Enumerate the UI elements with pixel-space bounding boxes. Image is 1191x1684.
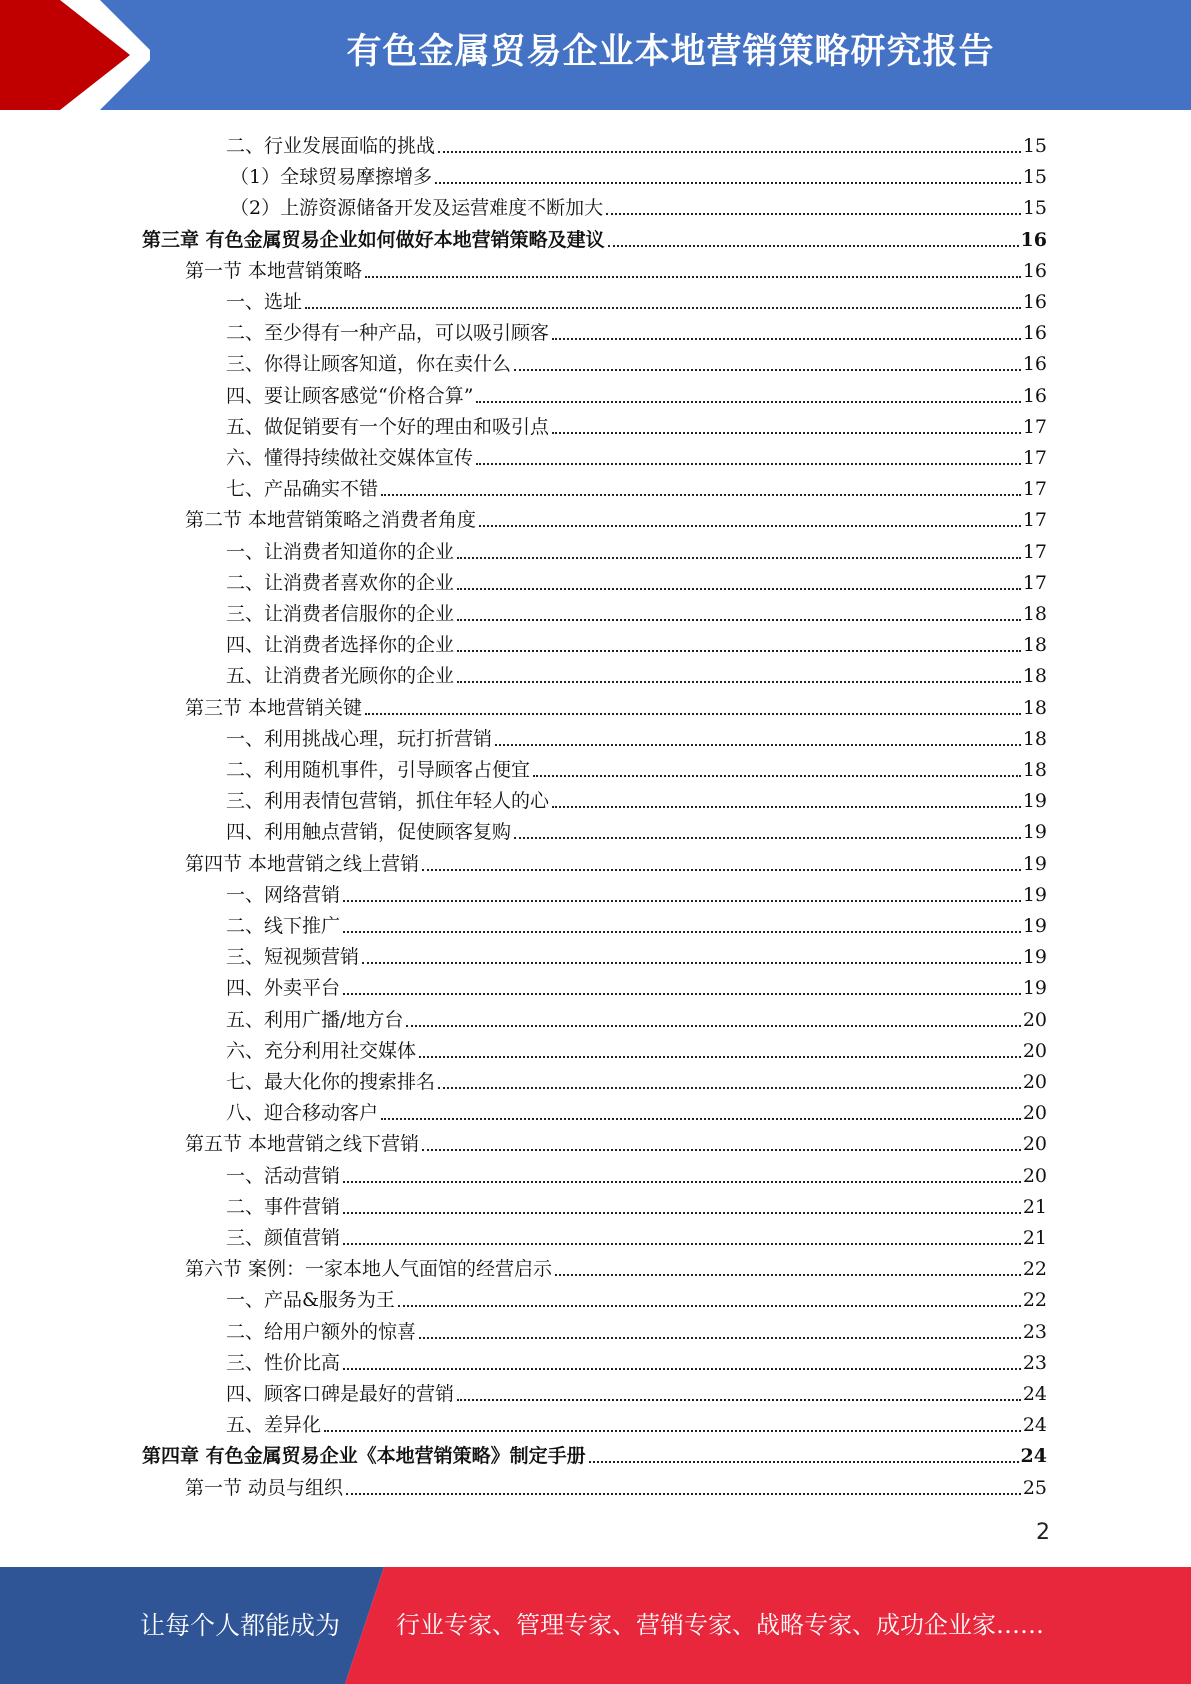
toc-entry-page: 17 <box>1022 509 1047 532</box>
toc-entry-page: 18 <box>1022 665 1047 688</box>
toc-entry-title: 三、短视频营销 <box>226 946 360 969</box>
toc-entry-page: 18 <box>1022 634 1047 657</box>
toc-item-entry[interactable] <box>226 533 1047 564</box>
toc-entry-page: 20 <box>1022 1102 1047 1125</box>
toc-item-entry[interactable] <box>226 1063 1047 1094</box>
toc-entry-page: 20 <box>1022 1039 1047 1062</box>
toc-dot-leader <box>365 275 1021 278</box>
toc-entry-page: 19 <box>1022 946 1047 969</box>
toc-entry-title: 第三节 本地营销关键 <box>185 696 363 719</box>
toc-entry-title: 一、网络营销 <box>226 883 341 906</box>
toc-entry-title: （2）上游资源储备开发及运营难度不断加大 <box>230 197 604 220</box>
header-arrow-decoration <box>0 0 150 110</box>
toc-entry-title: 七、产品确实不错 <box>226 478 379 501</box>
toc-dot-leader <box>346 1492 1021 1495</box>
toc-item-entry[interactable] <box>226 907 1047 938</box>
toc-entry-title: 七、最大化你的搜索排名 <box>226 1071 436 1093</box>
toc-item-entry[interactable] <box>226 377 1047 408</box>
toc-item-entry[interactable] <box>226 595 1047 626</box>
toc-entry-page: 19 <box>1022 883 1047 906</box>
toc-entry-title: 二、给用户额外的惊喜 <box>226 1320 417 1343</box>
toc-item-entry[interactable] <box>226 127 1047 158</box>
toc-entry-title: 六、懂得持续做社交媒体宣传 <box>226 447 474 469</box>
toc-entry-title: 二、线下推广 <box>226 915 341 937</box>
toc-chapter-entry[interactable] <box>142 1437 1047 1468</box>
toc-chapter-entry[interactable] <box>142 221 1047 252</box>
toc-item-entry[interactable] <box>226 283 1047 314</box>
footer-banner <box>0 1567 1191 1684</box>
toc-item-entry[interactable] <box>226 657 1047 688</box>
toc-entry-title: 三、你得让顾客知道，你在卖什么 <box>226 353 512 376</box>
toc-entry-page: 19 <box>1022 915 1047 937</box>
toc-item-entry[interactable] <box>226 938 1047 969</box>
toc-section-entry[interactable] <box>185 252 1047 283</box>
toc-section-entry[interactable] <box>185 1250 1047 1281</box>
toc-item-entry[interactable] <box>226 1281 1047 1312</box>
toc-entry-page: 19 <box>1022 790 1047 813</box>
toc-dot-leader <box>422 1148 1021 1151</box>
toc-item-entry[interactable] <box>226 813 1047 844</box>
toc-item-entry[interactable] <box>226 751 1047 782</box>
toc-dot-leader <box>343 1211 1021 1214</box>
toc-entry-title: 第四节 本地营销之线上营销 <box>185 852 420 875</box>
toc-dot-leader <box>514 836 1021 839</box>
toc-entry-page: 16 <box>1022 259 1047 282</box>
toc-dot-leader <box>419 1336 1021 1339</box>
toc-dot-leader <box>589 1460 1019 1463</box>
toc-entry-title: 四、利用触点营销，促使顾客复购 <box>226 821 512 844</box>
toc-dot-leader <box>457 1398 1021 1401</box>
toc-entry-page: 17 <box>1022 540 1047 563</box>
toc-entry-title: 第五节 本地营销之线下营销 <box>185 1133 420 1156</box>
toc-dot-leader <box>324 1429 1021 1432</box>
toc-entry-title: 六、充分利用社交媒体 <box>226 1039 417 1062</box>
toc-dot-leader <box>476 462 1021 465</box>
toc-dot-leader <box>552 337 1021 340</box>
toc-item-entry[interactable] <box>226 1313 1047 1344</box>
toc-entry-title: 四、外卖平台 <box>226 977 341 1000</box>
toc-entry-page: 17 <box>1022 415 1047 438</box>
toc-entry-title: 四、让消费者选择你的企业 <box>226 634 455 657</box>
toc-section-entry[interactable] <box>185 501 1047 532</box>
toc-entry-title: 二、行业发展面临的挑战 <box>226 135 436 157</box>
toc-entry-title: 三、颜值营销 <box>226 1227 341 1249</box>
toc-item-entry[interactable] <box>226 439 1047 470</box>
toc-entry-title: 四、顾客口碑是最好的营销 <box>226 1383 455 1405</box>
toc-dot-leader <box>343 1367 1021 1370</box>
toc-item-entry[interactable] <box>226 345 1047 376</box>
toc-entry-title: 一、活动营销 <box>226 1164 341 1187</box>
toc-item-entry[interactable] <box>226 720 1047 751</box>
toc-entry-title: 一、让消费者知道你的企业 <box>226 540 455 563</box>
toc-entry-page: 15 <box>1022 135 1047 157</box>
toc-entry-page: 20 <box>1022 1133 1047 1156</box>
toc-item-entry[interactable] <box>226 1219 1047 1250</box>
toc-item-entry[interactable] <box>230 189 1047 220</box>
toc-entry-title: 三、让消费者信服你的企业 <box>226 603 455 625</box>
toc-entry-title: 第六节 案例：一家本地人气面馆的经营启示 <box>185 1258 553 1281</box>
toc-entry-page: 17 <box>1022 478 1047 501</box>
footer-slogan-right: 行业专家、管理专家、营销专家、战略专家、成功企业家…… <box>396 1611 1044 1639</box>
toc-section-entry[interactable] <box>185 689 1047 720</box>
toc-item-entry[interactable] <box>226 782 1047 813</box>
toc-entry-page: 18 <box>1022 696 1047 719</box>
toc-dot-leader <box>457 556 1021 559</box>
toc-item-entry[interactable] <box>226 408 1047 439</box>
toc-dot-leader <box>381 493 1021 496</box>
toc-item-entry[interactable] <box>226 626 1047 657</box>
toc-entry-page: 24 <box>1020 1445 1047 1468</box>
toc-item-entry[interactable] <box>226 470 1047 501</box>
toc-entry-title: 第一节 本地营销策略 <box>185 259 363 282</box>
toc-item-entry[interactable] <box>226 1344 1047 1375</box>
toc-dot-leader <box>362 961 1021 964</box>
toc-dot-leader <box>533 774 1021 777</box>
toc-entry-page: 16 <box>1022 291 1047 313</box>
toc-entry-page: 24 <box>1022 1414 1047 1437</box>
toc-entry-title: 第三章 有色金属贸易企业如何做好本地营销策略及建议 <box>142 228 605 251</box>
toc-entry-page: 23 <box>1022 1320 1047 1343</box>
toc-entry-page: 17 <box>1022 571 1047 594</box>
toc-entry-title: 二、让消费者喜欢你的企业 <box>226 571 455 594</box>
toc-dot-leader <box>457 649 1021 652</box>
toc-dot-leader <box>343 992 1021 995</box>
toc-dot-leader <box>422 868 1021 871</box>
toc-dot-leader <box>343 1180 1021 1183</box>
toc-item-entry[interactable] <box>226 876 1047 907</box>
toc-entry-title: 第四章 有色金属贸易企业《本地营销策略》制定手册 <box>142 1445 586 1468</box>
toc-entry-title: 第二节 本地营销策略之消费者角度 <box>185 509 477 532</box>
toc-dot-leader <box>343 930 1021 933</box>
toc-entry-page: 20 <box>1022 1071 1047 1093</box>
toc-dot-leader <box>406 1024 1020 1027</box>
toc-entry-page: 24 <box>1022 1383 1047 1405</box>
toc-dot-leader <box>343 899 1021 902</box>
toc-dot-leader <box>438 1086 1021 1089</box>
toc-entry-title: 三、利用表情包营销，抓住年轻人的心 <box>226 790 550 813</box>
toc-dot-leader <box>305 306 1021 309</box>
toc-entry-page: 16 <box>1022 353 1047 376</box>
toc-entry-title: 五、让消费者光顾你的企业 <box>226 665 455 688</box>
toc-entry-page: 19 <box>1022 977 1047 1000</box>
toc-entry-page: 18 <box>1022 727 1047 750</box>
toc-item-entry[interactable] <box>226 1157 1047 1188</box>
toc-entry-title: 一、选址 <box>226 291 303 313</box>
toc-entry-title: 二、利用随机事件，引导顾客占便宜 <box>226 759 531 781</box>
toc-entry-title: 八、迎合移动客户 <box>226 1102 379 1125</box>
toc-dot-leader <box>435 181 1021 184</box>
page-number: 2 <box>1036 1520 1050 1545</box>
toc-entry-page: 22 <box>1022 1289 1047 1312</box>
toc-entry-title: 三、性价比高 <box>226 1351 341 1374</box>
toc-entry-page: 17 <box>1022 447 1047 469</box>
toc-item-entry[interactable] <box>226 564 1047 595</box>
toc-section-entry[interactable] <box>185 845 1047 876</box>
toc-entry-page: 22 <box>1022 1258 1047 1281</box>
toc-dot-leader <box>398 1304 1021 1307</box>
toc-entry-page: 16 <box>1022 384 1047 407</box>
toc-entry-title: 一、利用挑战心理，玩打折营销 <box>226 727 493 750</box>
toc-entry-title: 五、差异化 <box>226 1414 322 1437</box>
toc-dot-leader <box>479 524 1021 527</box>
toc-entry-page: 21 <box>1022 1195 1047 1218</box>
toc-entry-title: （1）全球贸易摩擦增多 <box>230 166 433 189</box>
toc-dot-leader <box>608 244 1019 247</box>
toc-entry-title: 第一节 动员与组织 <box>185 1476 344 1499</box>
toc-item-entry[interactable] <box>226 1188 1047 1219</box>
toc-dot-leader <box>381 1117 1021 1120</box>
toc-dot-leader <box>457 587 1021 590</box>
toc-entry-title: 一、产品&服务为王 <box>226 1289 395 1312</box>
toc-item-entry[interactable] <box>226 1375 1047 1406</box>
toc-dot-leader <box>419 1055 1021 1058</box>
toc-dot-leader <box>606 212 1021 215</box>
toc-dot-leader <box>457 618 1021 621</box>
toc-dot-leader <box>552 805 1021 808</box>
toc-dot-leader <box>555 1273 1021 1276</box>
toc-entry-title: 二、事件营销 <box>226 1195 341 1218</box>
toc-entry-page: 20 <box>1022 1008 1047 1031</box>
toc-item-entry[interactable] <box>226 969 1047 1000</box>
toc-dot-leader <box>365 712 1021 715</box>
toc-dot-leader <box>457 680 1021 683</box>
toc-entry-page: 15 <box>1022 197 1047 220</box>
toc-dot-leader <box>343 1242 1021 1245</box>
toc-entry-title: 二、至少得有一种产品，可以吸引顾客 <box>226 322 550 345</box>
toc-entry-title: 五、做促销要有一个好的理由和吸引点 <box>226 415 550 438</box>
toc-entry-page: 20 <box>1022 1164 1047 1187</box>
toc-item-entry[interactable] <box>226 1406 1047 1437</box>
toc-item-entry[interactable] <box>230 158 1047 189</box>
toc-entry-title: 五、利用广播/地方台 <box>226 1008 404 1031</box>
toc-section-entry[interactable] <box>185 1469 1047 1500</box>
toc-item-entry[interactable] <box>226 1001 1047 1032</box>
toc-dot-leader <box>514 368 1021 371</box>
toc-entry-page: 19 <box>1022 821 1047 844</box>
footer-slogan-left: 让每个人都能成为 <box>140 1611 341 1640</box>
toc-item-entry[interactable] <box>226 314 1047 345</box>
toc-entry-page: 25 <box>1022 1476 1047 1499</box>
toc-dot-leader <box>476 400 1020 403</box>
toc-entry-page: 18 <box>1022 759 1047 781</box>
toc-entry-page: 15 <box>1022 166 1047 189</box>
toc-section-entry[interactable] <box>185 1125 1047 1156</box>
toc-dot-leader <box>552 431 1021 434</box>
toc-item-entry[interactable] <box>226 1032 1047 1063</box>
toc-entry-page: 16 <box>1020 228 1047 251</box>
toc-entry-page: 16 <box>1022 322 1047 345</box>
report-title: 有色金属贸易企业本地营销策略研究报告 <box>346 32 995 72</box>
toc-item-entry[interactable] <box>226 1094 1047 1125</box>
toc-entry-page: 19 <box>1022 852 1047 875</box>
toc-dot-leader <box>495 743 1021 746</box>
header-banner <box>0 0 1191 110</box>
toc-entry-page: 18 <box>1022 603 1047 625</box>
toc-entry-page: 21 <box>1022 1227 1047 1249</box>
toc-entry-page: 23 <box>1022 1351 1047 1374</box>
toc-dot-leader <box>438 150 1021 153</box>
toc-entry-title: 四、要让顾客感觉“价格合算” <box>226 384 474 407</box>
